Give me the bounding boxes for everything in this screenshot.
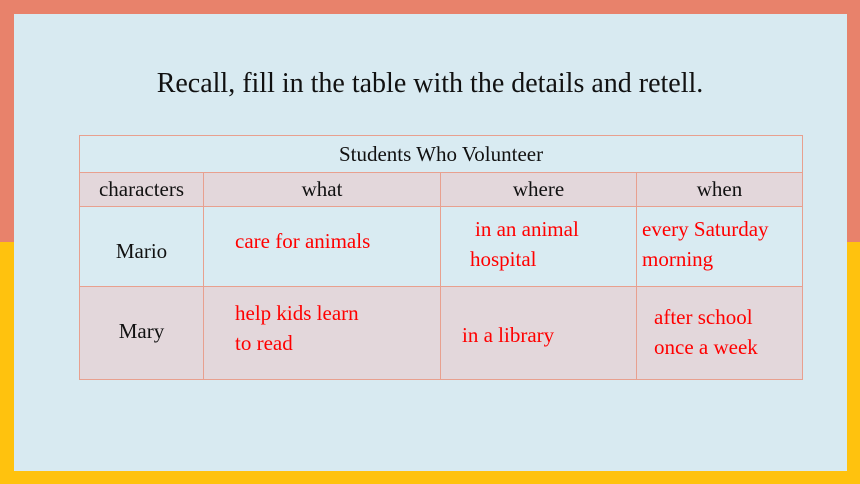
table-caption: Students Who Volunteer	[80, 136, 803, 173]
when-line: morning	[642, 246, 714, 271]
what-cell	[204, 207, 441, 287]
header-characters: characters	[80, 173, 204, 207]
volunteer-table	[79, 135, 803, 380]
table-header-row	[80, 173, 803, 207]
character-name	[80, 207, 204, 287]
where-cell	[441, 207, 637, 287]
what-line: care for animals	[235, 228, 371, 253]
table-caption-row	[80, 136, 803, 173]
character-name-text: Mary	[118, 318, 165, 343]
character-name-text: Mario	[115, 239, 168, 263]
where-line: in a library	[462, 323, 555, 347]
header-when: when	[637, 173, 803, 207]
where-cell	[441, 287, 637, 380]
where-line: hospital	[470, 246, 537, 271]
table-row	[80, 207, 803, 287]
when-line: after school	[654, 305, 753, 329]
slide-title: Recall, fill in the table with the details and retell.	[156, 68, 704, 99]
what-line: help kids learn	[235, 301, 359, 325]
what-cell	[204, 287, 441, 380]
when-line: every Saturday	[642, 216, 769, 241]
what-line: to read	[235, 331, 293, 355]
header-what: what	[204, 173, 441, 207]
header-where: where	[441, 173, 637, 207]
where-line: in an animal	[475, 216, 579, 241]
character-name	[80, 287, 204, 380]
when-line: once a week	[654, 335, 758, 359]
when-cell	[637, 287, 803, 380]
table-row	[80, 287, 803, 380]
when-cell	[637, 207, 803, 287]
